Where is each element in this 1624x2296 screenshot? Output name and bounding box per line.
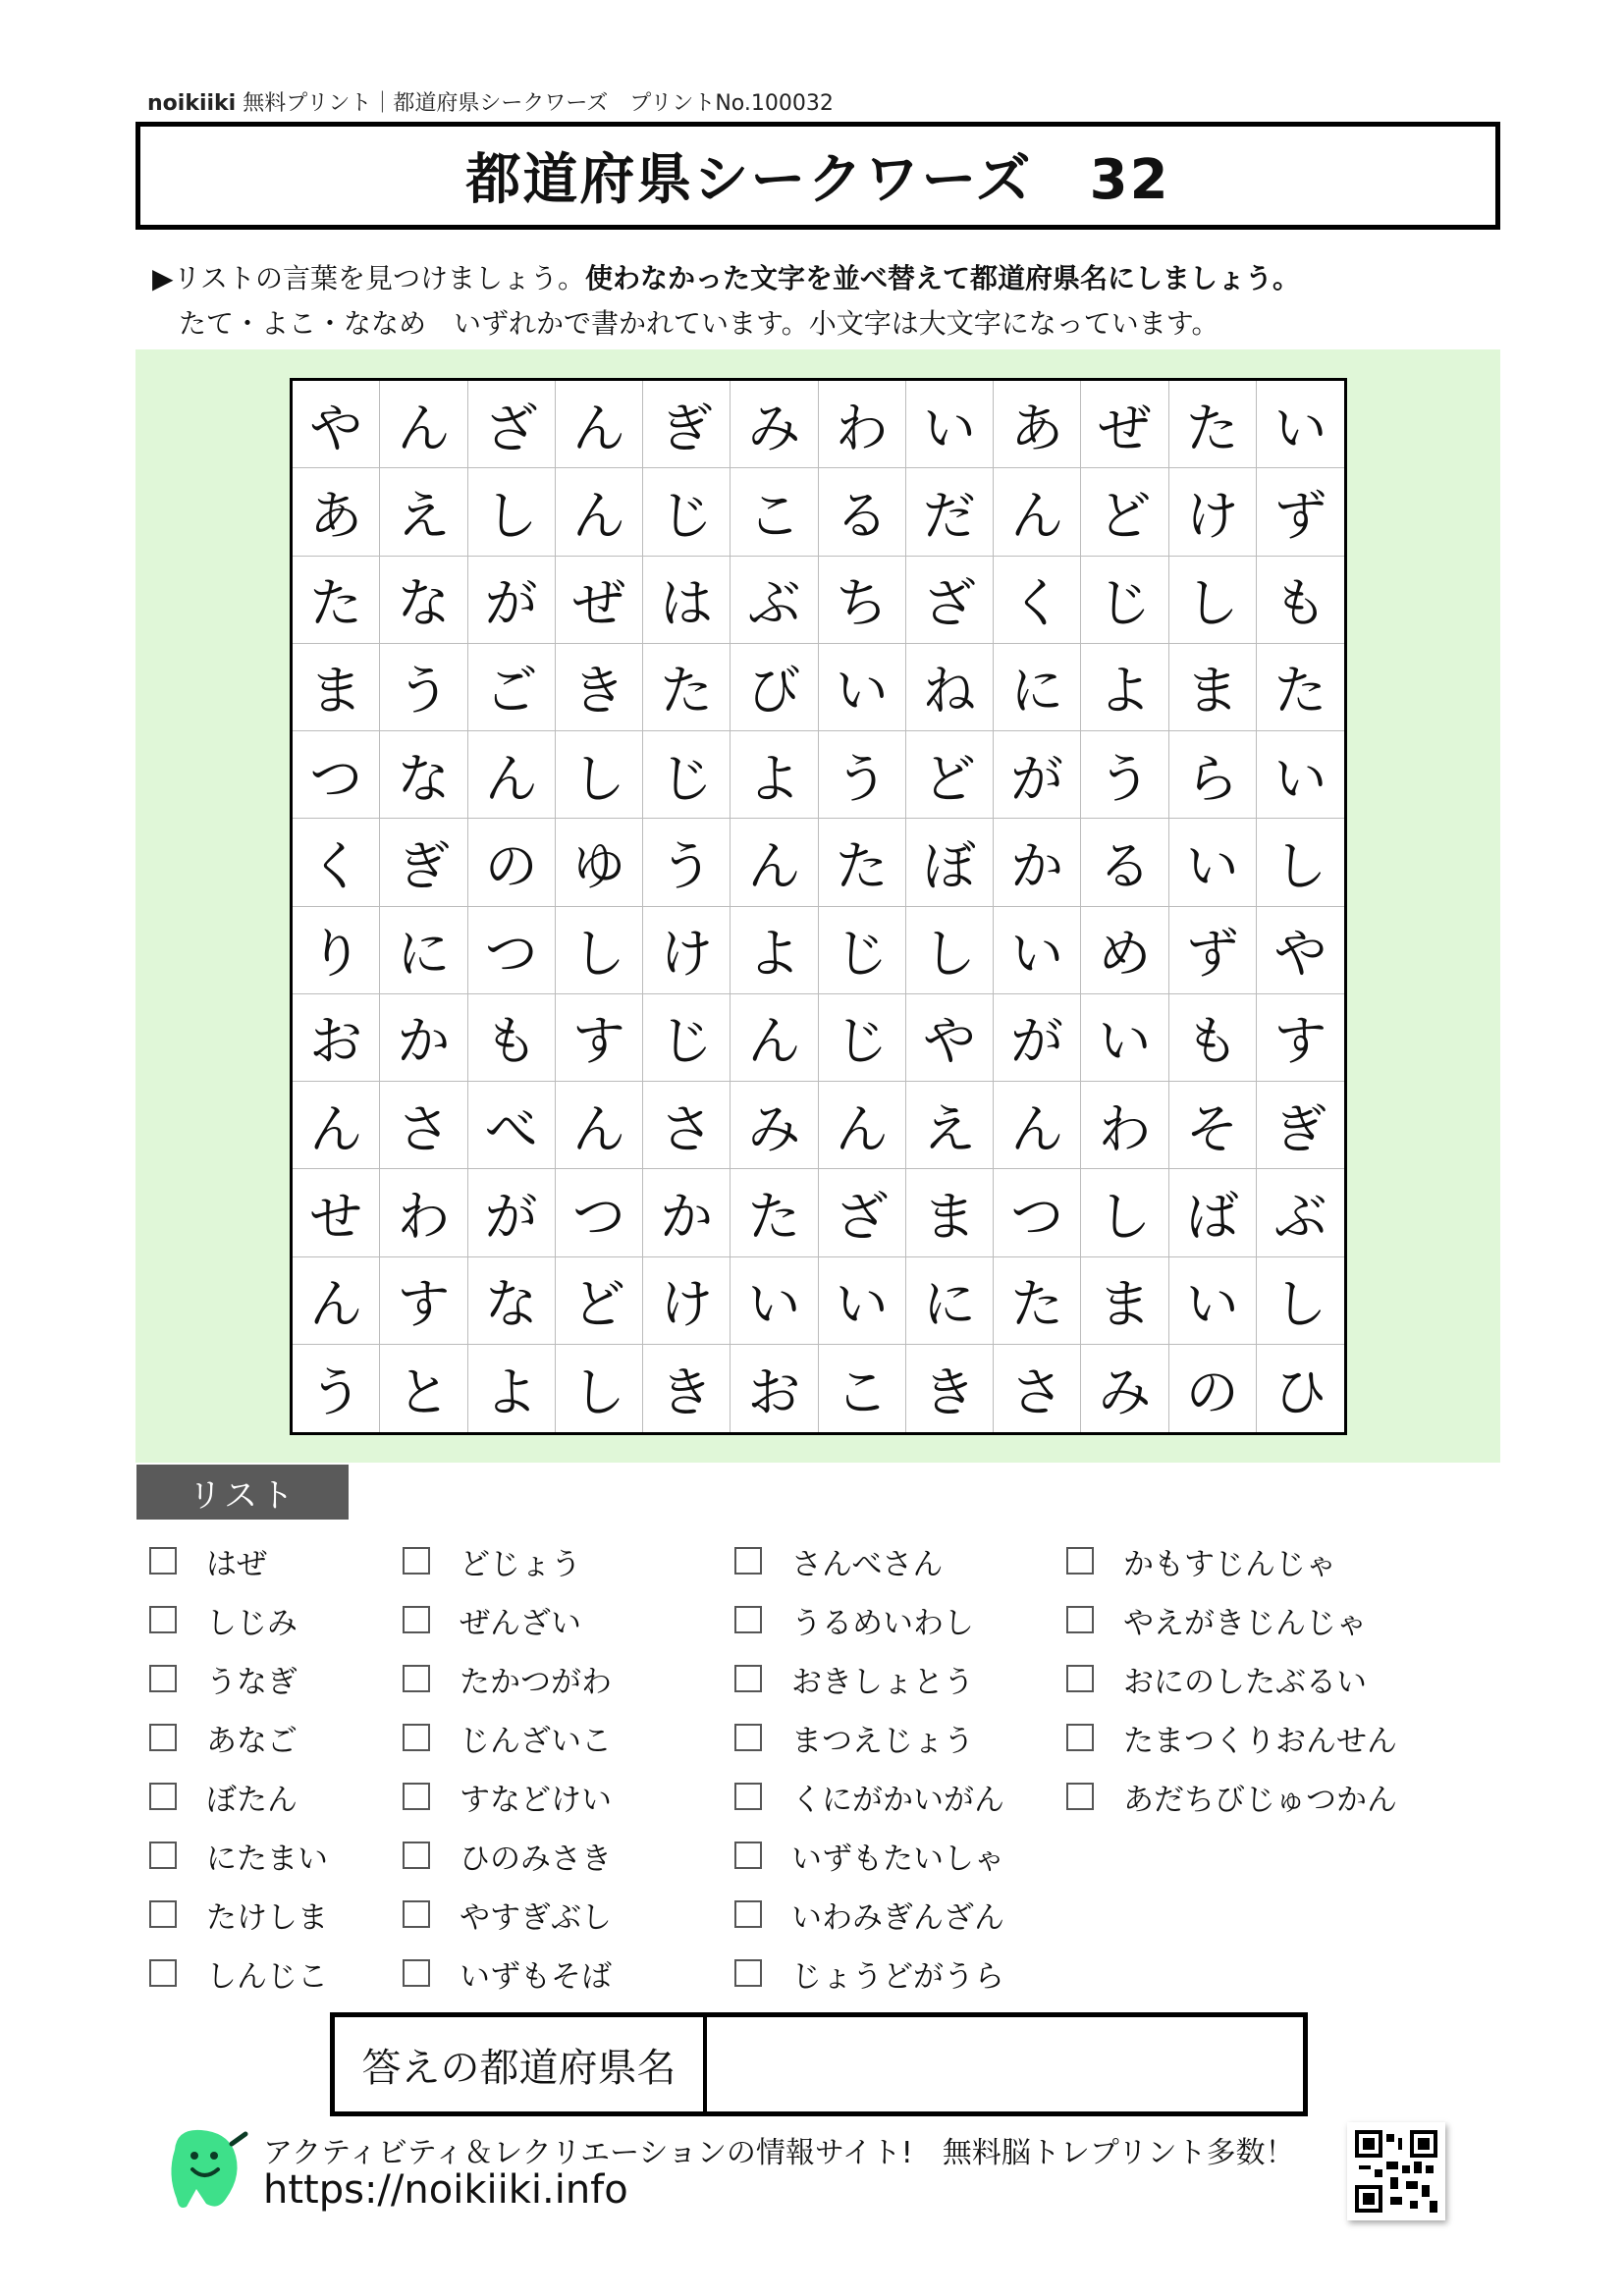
list-item-label: おにのしたぶるい: [1123, 1664, 1367, 1700]
grid-cell: か: [643, 1169, 731, 1256]
grid-cell: ぎ: [643, 381, 731, 468]
list-item-label: いずもそば: [460, 1958, 612, 1995]
grid-cell: ぜ: [1081, 381, 1168, 468]
grid-cell: が: [468, 557, 556, 644]
list-item: [734, 1590, 1004, 1649]
list-item: [1066, 1590, 1397, 1649]
checkbox[interactable]: [734, 1724, 762, 1751]
list-item-label: くにがかいがん: [791, 1782, 1004, 1818]
checkbox[interactable]: [403, 1783, 430, 1810]
grid-cell: い: [994, 907, 1081, 994]
list-item: [403, 1590, 612, 1649]
grid-cell: も: [1257, 557, 1344, 644]
grid-cell: た: [994, 1257, 1081, 1345]
grid-cell: い: [1081, 994, 1168, 1082]
grid-cell: お: [293, 994, 380, 1082]
list-item: [734, 1708, 1004, 1767]
list-item: [149, 1531, 328, 1590]
grid-cell: り: [293, 907, 380, 994]
grid-cell: す: [556, 994, 643, 1082]
grid-cell: せ: [293, 1169, 380, 1256]
list-item: [403, 1885, 612, 1944]
list-item-label: やえがきじんじゃ: [1123, 1605, 1367, 1641]
page-title: 都道府県シークワーズ 32: [465, 148, 1170, 212]
grid-cell: ひ: [1273, 1361, 1327, 1423]
grid-cell: ん: [556, 468, 643, 556]
grid-cell: た: [1257, 644, 1344, 731]
grid-cell: わ: [1081, 1082, 1168, 1169]
site-name: noikiiki: [147, 91, 237, 116]
grid-cell: た: [643, 644, 731, 731]
grid-cell: し: [906, 907, 994, 994]
grid-cell: ま: [293, 644, 380, 731]
instruction-prefix: ▶リストの言葉を見つけましょう。: [152, 262, 585, 294]
grid-cell: ね: [906, 644, 994, 731]
grid-cell: よ: [1081, 644, 1168, 731]
grid-cell: か: [994, 819, 1081, 906]
checkbox[interactable]: [403, 1547, 430, 1575]
grid-cell: み: [731, 1082, 818, 1169]
checkbox[interactable]: [149, 1665, 177, 1692]
grid-cell: し: [1257, 1257, 1344, 1345]
list-item: [734, 1885, 1004, 1944]
grid-cell: う: [819, 731, 906, 819]
grid-cell: い: [906, 381, 994, 468]
list-item-label: たまつくりおんせん: [1123, 1723, 1397, 1759]
word-search-grid: [290, 378, 1347, 1435]
grid-cell: し: [1169, 557, 1257, 644]
list-item: [149, 1649, 328, 1708]
grid-cell: ぼ: [906, 819, 994, 906]
list-item-label: すなどけい: [460, 1782, 612, 1818]
grid-cell: ら: [1169, 731, 1257, 819]
grid-cell: い: [1257, 381, 1344, 468]
checkbox[interactable]: [734, 1665, 762, 1692]
grid-cell: め: [1081, 907, 1168, 994]
grid-cell: ず: [1169, 907, 1257, 994]
list-item: [1066, 1708, 1397, 1767]
list-item-label: ぼたん: [206, 1782, 298, 1818]
grid-cell: お: [731, 1345, 818, 1432]
grid-cell: ん: [731, 819, 818, 906]
list-item-label: うるめいわし: [791, 1605, 974, 1641]
grid-cell: や: [1257, 907, 1344, 994]
grid-cell: す: [380, 1257, 467, 1345]
grid-cell: つ: [293, 731, 380, 819]
page-header: [147, 86, 834, 117]
grid-cell: ぶ: [1257, 1169, 1344, 1256]
grid-cell: だ: [906, 468, 994, 556]
grid-cell: き: [556, 644, 643, 731]
grid-cell: け: [643, 907, 731, 994]
list-item-label: おきしょとう: [791, 1664, 974, 1700]
grid-cell: よ: [731, 731, 818, 819]
grid-cell: み: [731, 381, 818, 468]
grid-cell: き: [643, 1345, 731, 1432]
grid-cell: ご: [468, 644, 556, 731]
checkbox[interactable]: [1066, 1724, 1094, 1751]
grid-cell: ん: [556, 1082, 643, 1169]
grid-cell: ぜ: [556, 557, 643, 644]
list-item: [734, 1767, 1004, 1826]
grid-cell: し: [1257, 819, 1344, 906]
checkbox[interactable]: [403, 1606, 430, 1633]
grid-cell: ざ: [819, 1169, 906, 1256]
checkbox[interactable]: [149, 1842, 177, 1869]
list-item: [403, 1944, 612, 2002]
checkbox[interactable]: [149, 1547, 177, 1575]
checkbox[interactable]: [734, 1547, 762, 1575]
list-item-label: いずもたいしゃ: [791, 1841, 1004, 1877]
grid-cell: る: [819, 468, 906, 556]
list-item-label: あなご: [206, 1723, 298, 1759]
grid-cell: こ: [731, 468, 818, 556]
grid-cell: う: [1081, 731, 1168, 819]
list-item-label: ぜんざい: [460, 1605, 581, 1641]
grid-cell: が: [994, 994, 1081, 1082]
grid-cell: や: [906, 994, 994, 1082]
noikiiki-logo-icon: [157, 2120, 255, 2218]
checkbox[interactable]: [149, 1783, 177, 1810]
grid-cell: か: [380, 994, 467, 1082]
list-item-label: しじみ: [206, 1605, 298, 1641]
grid-cell: う: [643, 819, 731, 906]
grid-cell: べ: [468, 1082, 556, 1169]
word-list-column-1: [149, 1531, 328, 2002]
grid-cell: の: [1169, 1345, 1257, 1432]
list-item: [403, 1826, 612, 1885]
checkbox[interactable]: [403, 1842, 430, 1869]
checkbox[interactable]: [149, 1606, 177, 1633]
grid-cell: う: [293, 1345, 380, 1432]
checkbox[interactable]: [403, 1724, 430, 1751]
grid-cell: ざ: [906, 557, 994, 644]
checkbox[interactable]: [1066, 1547, 1094, 1575]
grid-cell: え: [906, 1082, 994, 1169]
grid-cell: に: [380, 907, 467, 994]
list-item: [149, 1826, 328, 1885]
grid-cell: よ: [468, 1345, 556, 1432]
list-tab: リスト: [136, 1465, 349, 1520]
list-item-label: やすぎぶし: [460, 1899, 612, 1936]
grid-cell: た: [819, 819, 906, 906]
grid-cell: ま: [906, 1169, 994, 1256]
grid-cell: な: [468, 1257, 556, 1345]
list-item-label: じんざいこ: [460, 1723, 612, 1759]
grid-cell: じ: [643, 994, 731, 1082]
grid-cell: さ: [380, 1082, 467, 1169]
checkbox[interactable]: [1066, 1665, 1094, 1692]
grid-cell: に: [994, 644, 1081, 731]
grid-cell: る: [1081, 819, 1168, 906]
grid-cell: は: [643, 557, 731, 644]
list-item: [734, 1649, 1004, 1708]
list-item: [1066, 1531, 1397, 1590]
list-item-label: うなぎ: [206, 1664, 298, 1700]
grid-cell: い: [1169, 1257, 1257, 1345]
grid-cell: ど: [1081, 468, 1168, 556]
grid-cell: に: [906, 1257, 994, 1345]
grid-cell: ぶ: [731, 557, 818, 644]
grid-cell: ん: [819, 1082, 906, 1169]
list-item-label: あだちびじゅつかん: [1123, 1782, 1397, 1818]
grid-cell: く: [293, 819, 380, 906]
list-item: [403, 1767, 612, 1826]
grid-cell: が: [468, 1169, 556, 1256]
list-item-label: たかつがわ: [460, 1664, 612, 1700]
header-breadcrumb: 無料プリント｜都道府県シークワーズ プリントNo.100032: [243, 91, 834, 116]
checkbox[interactable]: [403, 1959, 430, 1987]
grid-cell: つ: [468, 907, 556, 994]
list-item: [403, 1531, 612, 1590]
grid-cell: が: [994, 731, 1081, 819]
list-item: [403, 1649, 612, 1708]
instruction-line-1: [152, 257, 1300, 296]
grid-cell: や: [293, 381, 380, 468]
checkbox[interactable]: [734, 1900, 762, 1928]
list-item: [149, 1767, 328, 1826]
grid-cell: ん: [293, 1257, 380, 1345]
grid-cell: み: [1081, 1345, 1168, 1432]
checkbox[interactable]: [149, 1900, 177, 1928]
grid-cell: ん: [468, 731, 556, 819]
grid-cell: ま: [1169, 644, 1257, 731]
list-item-label: にたまい: [206, 1841, 328, 1877]
grid-cell: ぎ: [1257, 1082, 1344, 1169]
grid-cell: ざ: [468, 381, 556, 468]
list-item: [149, 1590, 328, 1649]
grid-cell: け: [1169, 468, 1257, 556]
grid-cell: い: [819, 644, 906, 731]
grid-cell: ま: [1081, 1257, 1168, 1345]
list-item: [149, 1708, 328, 1767]
grid-cell: あ: [293, 468, 380, 556]
grid-cell: じ: [643, 731, 731, 819]
list-item-label: はぜ: [206, 1546, 267, 1582]
footer-tagline: アクティビティ＆レクリエーションの情報サイト! 無料脳トレプリント多数！: [263, 2136, 1295, 2170]
checkbox[interactable]: [149, 1724, 177, 1751]
grid-cell: い: [819, 1257, 906, 1345]
list-item-label: まつえじょう: [791, 1723, 974, 1759]
grid-cell: こ: [819, 1345, 906, 1432]
grid-cell: ち: [819, 557, 906, 644]
list-item-label: じょうどがうら: [791, 1958, 1004, 1995]
list-item: [149, 1944, 328, 2002]
grid-cell: し: [556, 731, 643, 819]
list-item: [734, 1826, 1004, 1885]
grid-cell: の: [468, 819, 556, 906]
grid-cell: け: [643, 1257, 731, 1345]
list-item-label: さんべさん: [791, 1546, 944, 1582]
grid-cell: し: [556, 907, 643, 994]
grid-cell: わ: [380, 1169, 467, 1256]
grid-cell: た: [1169, 381, 1257, 468]
list-item-label: いわみぎんざん: [791, 1899, 1004, 1936]
word-list-column-3: [734, 1531, 1004, 2002]
grid-cell: さ: [643, 1082, 731, 1169]
grid-cell: な: [380, 731, 467, 819]
list-item: [1066, 1649, 1397, 1708]
grid-cell: も: [1169, 994, 1257, 1082]
grid-cell: ぎ: [380, 819, 467, 906]
word-list-column-4: [1066, 1531, 1397, 1826]
instruction-line-2: たて・よこ・ななめ いずれかで書かれています。小文字は大文字になっています。: [179, 307, 1219, 340]
grid-cell: び: [731, 644, 818, 731]
grid-cell: も: [468, 994, 556, 1082]
grid-cell: ゆ: [556, 819, 643, 906]
grid-cell: ん: [293, 1082, 380, 1169]
grid-cell: あ: [994, 381, 1081, 468]
grid-cell: よ: [731, 907, 818, 994]
grid-cell: し: [556, 1345, 643, 1432]
grid-cell: じ: [1081, 557, 1168, 644]
title-box: [135, 122, 1500, 230]
qr-code-icon: [1347, 2122, 1445, 2220]
grid-cell: ん: [731, 994, 818, 1082]
grid-cell: た: [731, 1169, 818, 1256]
list-item-label: ひのみさき: [460, 1841, 612, 1877]
checkbox[interactable]: [734, 1783, 762, 1810]
checkbox[interactable]: [734, 1606, 762, 1633]
grid-cell: じ: [643, 468, 731, 556]
grid-cell: い: [1169, 819, 1257, 906]
checkbox[interactable]: [1066, 1783, 1094, 1810]
grid-cell: さ: [994, 1345, 1081, 1432]
answer-field[interactable]: [707, 2017, 1303, 2111]
grid-cell: う: [380, 644, 467, 731]
grid-cell: き: [906, 1345, 994, 1432]
grid-cell: ど: [556, 1257, 643, 1345]
answer-label: 答えの都道府県名: [335, 2017, 707, 2111]
grid-cell: た: [293, 557, 380, 644]
list-item-label: たけしま: [206, 1899, 328, 1936]
list-item-label: どじょう: [460, 1546, 581, 1582]
checkbox[interactable]: [149, 1959, 177, 1987]
word-list-column-2: [403, 1531, 612, 2002]
grid-cell: な: [380, 557, 467, 644]
grid-cell: そ: [1169, 1082, 1257, 1169]
list-item: [734, 1531, 1004, 1590]
grid-cell: ん: [994, 468, 1081, 556]
grid-cell: わ: [819, 381, 906, 468]
footer-url[interactable]: https://noikiiki.info: [263, 2167, 628, 2213]
instruction-bold: 使わなかった文字を並べ替えて都道府県名にしましょう。: [584, 262, 1300, 294]
grid-cell: ん: [994, 1082, 1081, 1169]
grid-cell: ん: [380, 381, 467, 468]
checkbox[interactable]: [1066, 1606, 1094, 1633]
list-item: [403, 1708, 612, 1767]
list-item-label: しんじこ: [206, 1958, 328, 1995]
checkbox[interactable]: [403, 1665, 430, 1692]
grid-cell: ん: [556, 381, 643, 468]
grid-cell: つ: [994, 1169, 1081, 1256]
grid-cell: く: [994, 557, 1081, 644]
grid-cell: つ: [556, 1169, 643, 1256]
grid-cell: ず: [1257, 468, 1344, 556]
list-item: [1066, 1767, 1397, 1826]
list-item: [149, 1885, 328, 1944]
grid-cell: い: [1257, 731, 1344, 819]
grid-cell: じ: [819, 994, 906, 1082]
grid-cell: し: [468, 468, 556, 556]
grid-cell: い: [731, 1257, 818, 1345]
checkbox[interactable]: [734, 1842, 762, 1869]
answer-box: [330, 2012, 1308, 2116]
grid-cell: し: [1081, 1169, 1168, 1256]
grid-cell: ば: [1169, 1169, 1257, 1256]
list-item: [734, 1944, 1004, 2002]
grid-cell: じ: [819, 907, 906, 994]
checkbox[interactable]: [403, 1900, 430, 1928]
grid-cell: え: [380, 468, 467, 556]
grid-cell: と: [380, 1345, 467, 1432]
checkbox[interactable]: [734, 1959, 762, 1987]
list-item-label: かもすじんじゃ: [1123, 1546, 1336, 1582]
grid-cell: ど: [906, 731, 994, 819]
grid-cell: す: [1257, 994, 1344, 1082]
